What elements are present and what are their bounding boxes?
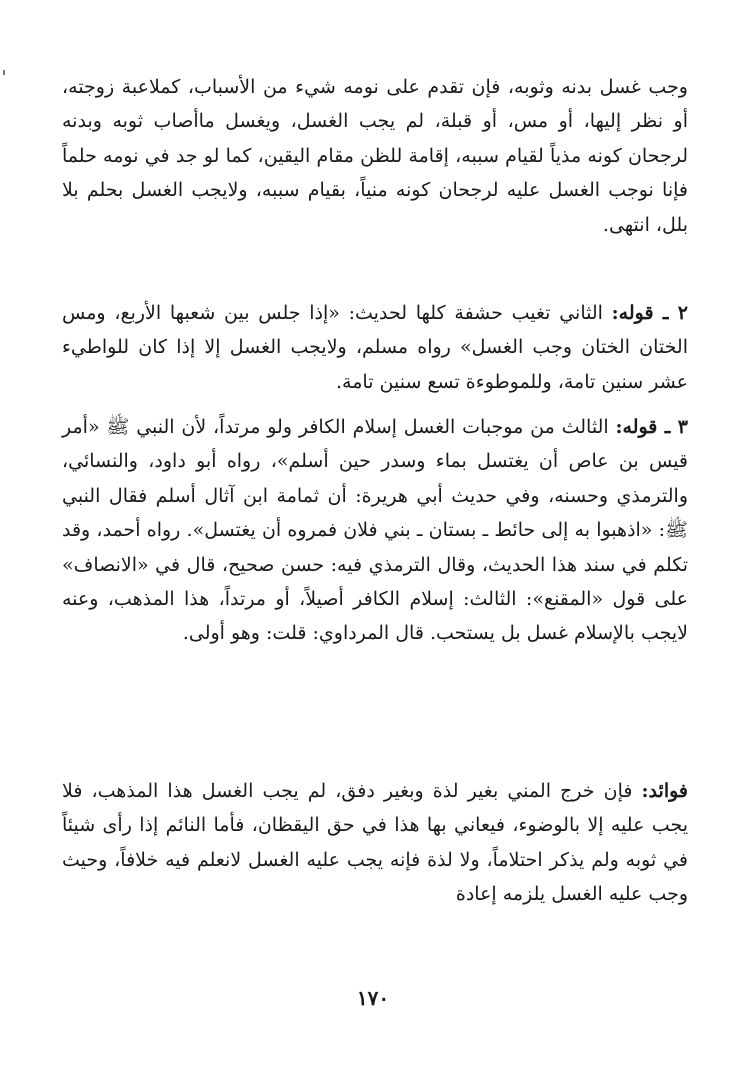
paragraph-note-3 [62,410,688,651]
paragraph-body [62,774,688,912]
paragraph-label: ٣ ـ قوله: [615,416,689,438]
paragraph-body [62,296,688,399]
paragraph-label: ٢ ـ قوله: [611,302,688,324]
paragraph-continuation [62,70,688,242]
paragraph-body [62,410,688,651]
paragraph-text: وجب غسل بدنه وثوبه، فإن تقدم على نومه شيء من الأسباب، كملاعبة زوجته، أو نظر إليها، أو مس، أو قبلة، لم يجب الغسل، ويغسل ماأصاب ثوبه وبدنه لرجحان كونه مذياً لقيام سببه، إقامة للظن مقام اليقين، كما لو جد في نومه حلماً فإنا نوجب الغسل عليه لرجحان كونه منياً، بقيام سببه، ولايجب الغسل بحلم بلا بلل، انتهى. [62,76,688,236]
paragraph-label: فوائد: [641,780,688,802]
paragraph-text: الثاني تغيب حشفة كلها لحديث: «إذا جلس بين شعبها الأربع، ومس الختان الختان وجب الغسل» رواه مسلم، ولايجب الغسل إلا إذا كان للواطيء عشر سنين تامة، وللموطوءة تسع سنين تامة. [62,302,688,393]
paragraph-text: الثالث من موجبات الغسل إسلام الكافر ولو مرتداً، لأن النبي ﷺ «أمر قيس بن عاص أن يغتسل بماء وسدر حين أسلم»، رواه أبو داود، والنسائي، والترمذي وحسنه، وفي حديث أبي هريرة: أن ثمامة ابن آثال أسلم فقال النبي ﷺ: «اذهبوا به إلى حائط ـ بستان ـ بني فلان فمروه أن يغتسل». رواه أحمد، وقد تكلم في سند هذا الحديث، وقال الترمذي فيه: حسن صحيح، قال في «الانصاف» على قول «المقنع»: الثالث: إسلام الكافر أصيلاً، أو مرتداً، هذا المذهب، وعنه لايجب بالإسلام غسل بل يستحب. قال المرداوي: قلت: وهو أولى. [62,416,688,645]
edge-mark [3,70,5,75]
paragraph-benefits [62,774,688,912]
paragraph-text: فإن خرج المني بغير لذة وبغير دفق، لم يجب الغسل هذا المذهب، فلا يجب عليه إلا بالوضوء، فيعاني بها هذا في حق اليقظان، فأما النائم إذا رأى شيئاً في ثوبه ولم يذكر احتلاماً، ولا لذة فإنه يجب عليه الغسل لانعلم فيه خلافاً، وحيث وجب عليه الغسل يلزمه إعادة [62,780,688,906]
paragraph-note-2 [62,296,688,399]
page-number: ١٧٠ [356,986,390,1010]
